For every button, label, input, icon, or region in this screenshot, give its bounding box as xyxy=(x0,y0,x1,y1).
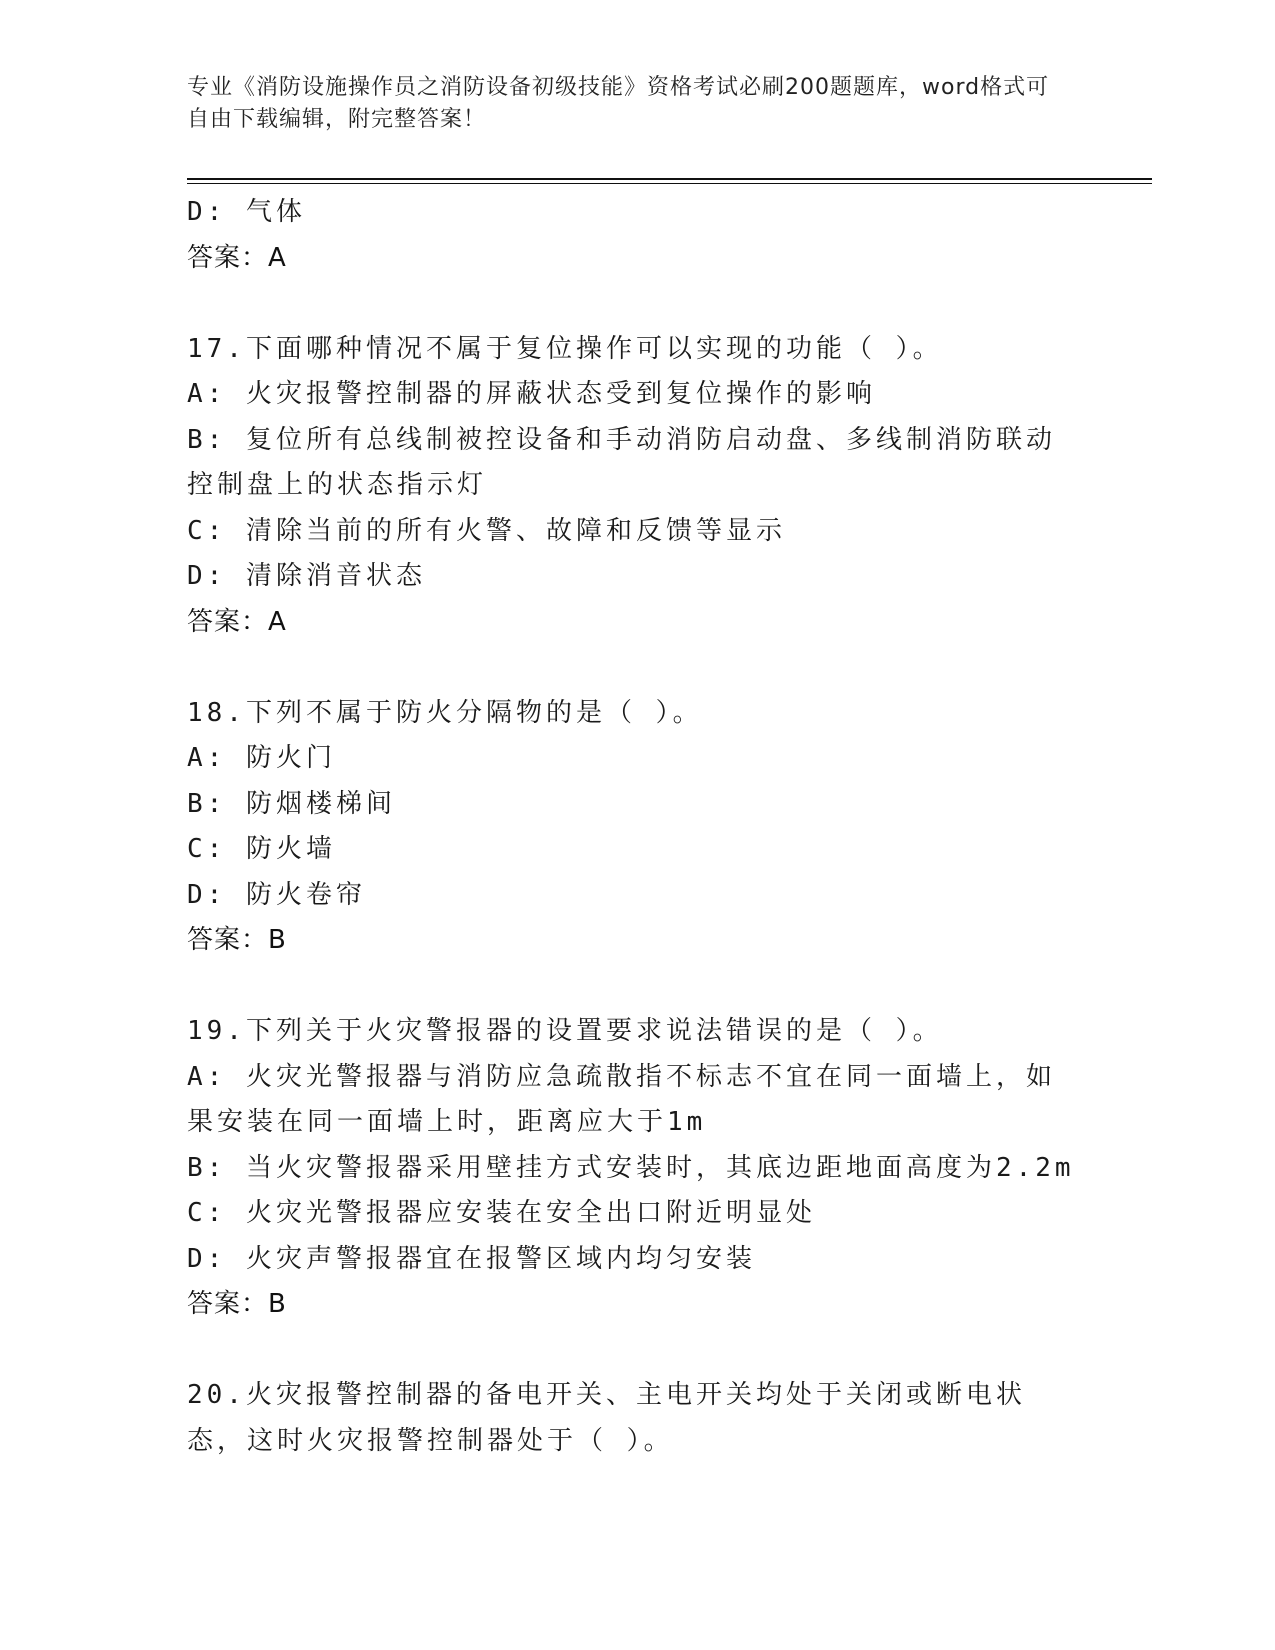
option-d: D: 火灾声警报器宜在报警区域内均匀安装 xyxy=(187,1243,756,1274)
question-19 xyxy=(187,1009,1077,1328)
question-20 xyxy=(187,1373,1077,1464)
option-c: C: 防火墙 xyxy=(187,834,336,864)
option-a: A: 防火门 xyxy=(187,743,336,773)
option-c: C: 清除当前的所有火警、故障和反馈等显示 xyxy=(187,515,786,546)
question-stem: 17.下面哪种情况不属于复位操作可以实现的功能（ ）。 xyxy=(187,333,943,364)
option-b: B: 当火灾警报器采用壁挂方式安装时，其底边距地面高度为2.2m xyxy=(187,1152,1075,1183)
option-a: A: 火灾光警报器与消防应急疏散指不标志不宜在同一面墙上，如果安装在同一面墙上时，距离应大于1m xyxy=(187,1061,1056,1137)
page-header-title: 专业《消防设施操作员之消防设备初级技能》资格考试必刷200题题库，word格式可自由下载编辑，附完整答案！ xyxy=(187,75,1050,132)
option-a: A: 火灾报警控制器的屏蔽状态受到复位操作的影响 xyxy=(187,379,876,409)
spacer xyxy=(187,1328,1077,1374)
answer-line: 答案：B xyxy=(187,925,287,955)
option-b: B: 防烟楼梯间 xyxy=(187,788,396,819)
question-stem: 18.下列不属于防火分隔物的是（ ）。 xyxy=(187,697,703,728)
previous-question-tail xyxy=(187,190,1077,281)
question-stem: 20.火灾报警控制器的备电开关、主电开关均处于关闭或断电状态，这时火灾报警控制器处于（ ）。 xyxy=(187,1380,1026,1456)
option-c: C: 火灾光警报器应安装在安全出口附近明显处 xyxy=(187,1198,816,1228)
spacer xyxy=(187,964,1077,1010)
option-d: D: 气体 xyxy=(187,197,306,227)
question-stem: 19.下列关于火灾警报器的设置要求说法错误的是（ ）。 xyxy=(187,1016,943,1046)
answer-line: 答案：A xyxy=(187,606,287,637)
spacer xyxy=(187,281,1077,327)
option-b: B: 复位所有总线制被控设备和手动消防启动盘、多线制消防联动控制盘上的状态指示灯 xyxy=(187,424,1056,500)
header-divider-thick xyxy=(187,178,1152,180)
option-d: D: 清除消音状态 xyxy=(187,561,426,591)
spacer xyxy=(187,645,1077,691)
answer-line: 答案：B xyxy=(187,1289,287,1319)
header-divider-thin xyxy=(187,183,1152,184)
question-17 xyxy=(187,327,1077,646)
option-d: D: 防火卷帘 xyxy=(187,879,366,910)
question-list xyxy=(187,190,1077,1464)
answer-line: 答案：A xyxy=(187,242,287,273)
question-18 xyxy=(187,691,1077,964)
